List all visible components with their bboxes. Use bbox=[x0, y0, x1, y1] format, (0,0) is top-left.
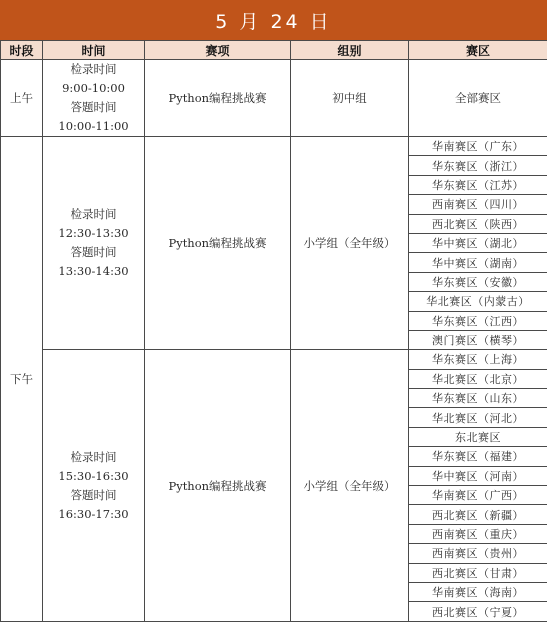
region-cell: 澳门赛区（横琴） bbox=[409, 330, 547, 349]
region-cell: 华中赛区（湖北） bbox=[409, 233, 547, 252]
header-group: 组别 bbox=[291, 41, 409, 60]
region-cell: 华北赛区（内蒙古） bbox=[409, 292, 547, 311]
event-cell: Python编程挑战赛 bbox=[145, 350, 291, 621]
region-cell: 华南赛区（广东） bbox=[409, 137, 547, 156]
region-cell: 华东赛区（江西） bbox=[409, 311, 547, 330]
header-time: 时间 bbox=[43, 41, 145, 60]
time-line: 16:30-17:30 bbox=[58, 506, 129, 521]
region-cell: 华东赛区（浙江） bbox=[409, 156, 547, 175]
region-cell: 华南赛区（海南） bbox=[409, 582, 547, 601]
region-cell: 华中赛区（湖南） bbox=[409, 253, 547, 272]
region-cell: 西北赛区（陕西） bbox=[409, 214, 547, 233]
time-line: 检录时间 bbox=[70, 207, 117, 222]
region-cell: 华东赛区（山东） bbox=[409, 389, 547, 408]
time-line: 答题时间 bbox=[70, 100, 117, 114]
group-cell: 小学组（全年级） bbox=[291, 350, 409, 621]
period-cell: 上午 bbox=[1, 60, 43, 137]
region-cell: 西北赛区（甘肃） bbox=[409, 563, 547, 582]
morning-row bbox=[1, 60, 547, 137]
time-line: 检录时间 bbox=[70, 62, 117, 76]
region-cell: 华南赛区（广西） bbox=[409, 486, 547, 505]
schedule-body bbox=[1, 60, 547, 622]
schedule-table bbox=[0, 40, 547, 622]
region-cell: 华东赛区（江苏） bbox=[409, 175, 547, 194]
group-cell: 初中组 bbox=[291, 60, 409, 137]
table-row bbox=[1, 350, 547, 369]
region-cell: 华东赛区（安徽） bbox=[409, 272, 547, 291]
region-cell: 西南赛区（四川） bbox=[409, 195, 547, 214]
time-cell bbox=[43, 60, 145, 137]
event-cell: Python编程挑战赛 bbox=[145, 137, 291, 350]
time-line: 答题时间 bbox=[70, 487, 117, 502]
period-cell: 下午 bbox=[1, 137, 43, 622]
region-cell: 西北赛区（宁夏） bbox=[409, 602, 547, 621]
time-cell bbox=[43, 350, 145, 621]
header-period: 时段 bbox=[1, 41, 43, 60]
region-cell: 西南赛区（重庆） bbox=[409, 524, 547, 543]
header-row bbox=[1, 41, 547, 60]
region-cell: 华北赛区（河北） bbox=[409, 408, 547, 427]
region-cell: 华北赛区（北京） bbox=[409, 369, 547, 388]
table-row bbox=[1, 137, 547, 156]
time-line: 检录时间 bbox=[70, 449, 117, 464]
time-line: 15:30-16:30 bbox=[58, 468, 129, 483]
time-line: 13:30-14:30 bbox=[58, 264, 129, 279]
region-cell: 华东赛区（福建） bbox=[409, 447, 547, 466]
region-cell: 华中赛区（河南） bbox=[409, 466, 547, 485]
event-cell: Python编程挑战赛 bbox=[145, 60, 291, 137]
region-cell: 全部赛区 bbox=[409, 60, 547, 137]
header-event: 赛项 bbox=[145, 41, 291, 60]
time-line: 10:00-11:00 bbox=[58, 119, 129, 133]
region-cell: 西南赛区（贵州） bbox=[409, 544, 547, 563]
header-region: 赛区 bbox=[409, 41, 547, 60]
region-cell: 华东赛区（上海） bbox=[409, 350, 547, 369]
region-cell: 西北赛区（新疆） bbox=[409, 505, 547, 524]
time-line: 答题时间 bbox=[70, 245, 117, 260]
time-line: 9:00-10:00 bbox=[62, 81, 125, 95]
region-cell: 东北赛区 bbox=[409, 427, 547, 446]
group-cell: 小学组（全年级） bbox=[291, 137, 409, 350]
time-line: 12:30-13:30 bbox=[58, 226, 129, 241]
time-cell bbox=[43, 137, 145, 350]
date-title: 5 月 24 日 bbox=[0, 0, 547, 41]
